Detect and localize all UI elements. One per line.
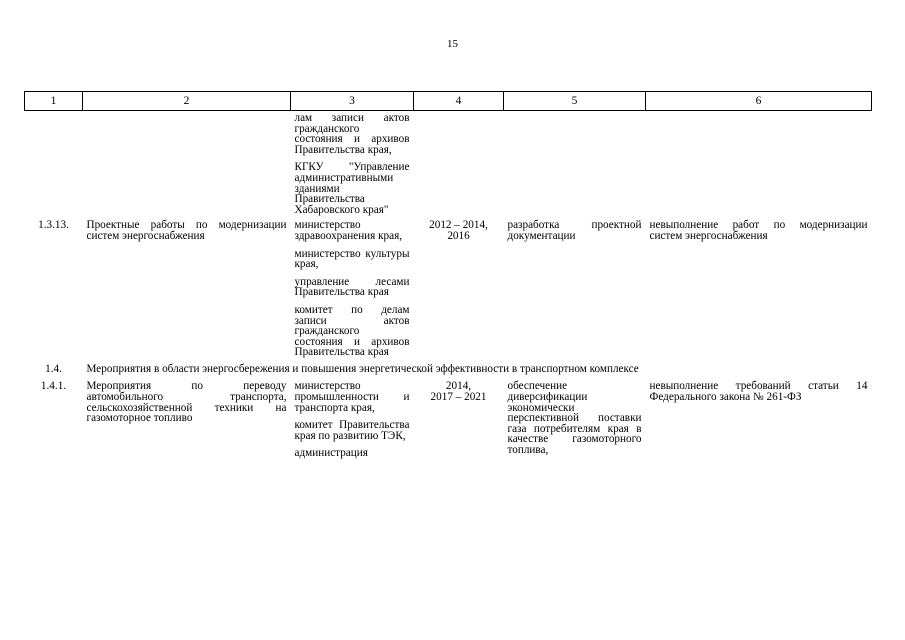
- implementation-years: 2012 – 2014, 2016: [429, 219, 488, 242]
- years-line: 2014,: [445, 380, 472, 393]
- header-col-3: 3: [291, 92, 414, 111]
- executors-cell: [291, 381, 414, 459]
- table-header-row: [25, 92, 872, 111]
- years-line: 2017 – 2021: [430, 391, 487, 404]
- section-title: Мероприятия в области энергосбережения и повышения энергетической эффективности в транспортном комплексе: [86, 362, 639, 375]
- measure-name: Проектные работы по модернизации систем энергоснабжения: [86, 219, 287, 242]
- executors-cell: [291, 220, 414, 362]
- section-number: 1.4.: [45, 362, 62, 375]
- executor-item: министерство промышленности и транспорта края,: [294, 380, 410, 414]
- executor-item: комитет по делам записи актов гражданского состояния и архивов Правительства края: [294, 303, 410, 359]
- page-number: 15: [447, 38, 458, 50]
- row-number: 1.4.1.: [40, 380, 67, 393]
- program-measures-table: [24, 91, 872, 459]
- implementation-years: [414, 381, 504, 459]
- table-row-1-4-1: [25, 381, 872, 459]
- executor-item: администрация: [294, 447, 368, 460]
- executor-item: КГКУ "Управление административными зданиями Правительства Хабаровского края": [294, 161, 410, 216]
- executor-item: министерство здравоохранения края,: [294, 219, 403, 242]
- header-col-1: 1: [25, 92, 83, 111]
- executors-cell: [291, 111, 414, 221]
- header-col-2: 2: [83, 92, 291, 111]
- executor-item: лам записи актов гражданского состояния и архивов Правительства края,: [294, 112, 410, 156]
- measure-name: Мероприятия по переводу автомобильного транспорта, сельскохозяйственной техники на газомоторное топливо: [86, 380, 287, 425]
- header-col-6: 6: [646, 92, 872, 111]
- executor-item: комитет Правительства края по развитию ТЭК,: [294, 419, 410, 442]
- table-row-section-1-4: [25, 362, 872, 382]
- non-implementation-consequence: невыполнение требований статьи 14 Федерального закона № 261-ФЗ: [649, 380, 868, 404]
- executor-item: министерство культуры края,: [294, 247, 410, 271]
- header-col-4: 4: [414, 92, 504, 111]
- expected-result: разработка проектной документации: [507, 219, 642, 242]
- row-number: 1.3.13.: [38, 219, 69, 232]
- header-col-5: 5: [504, 92, 646, 111]
- table-row-1-3-13: [25, 220, 872, 362]
- executor-item: управление лесами Правительства края: [294, 275, 410, 299]
- non-implementation-consequence: невыполнение работ по модернизации систем энергоснабжения: [649, 219, 868, 242]
- table-row-continuation: [25, 111, 872, 221]
- expected-result: обеспечение диверсификации экономически перспективной поставки газа потребителям края в качестве газомоторного топлива,: [507, 380, 642, 457]
